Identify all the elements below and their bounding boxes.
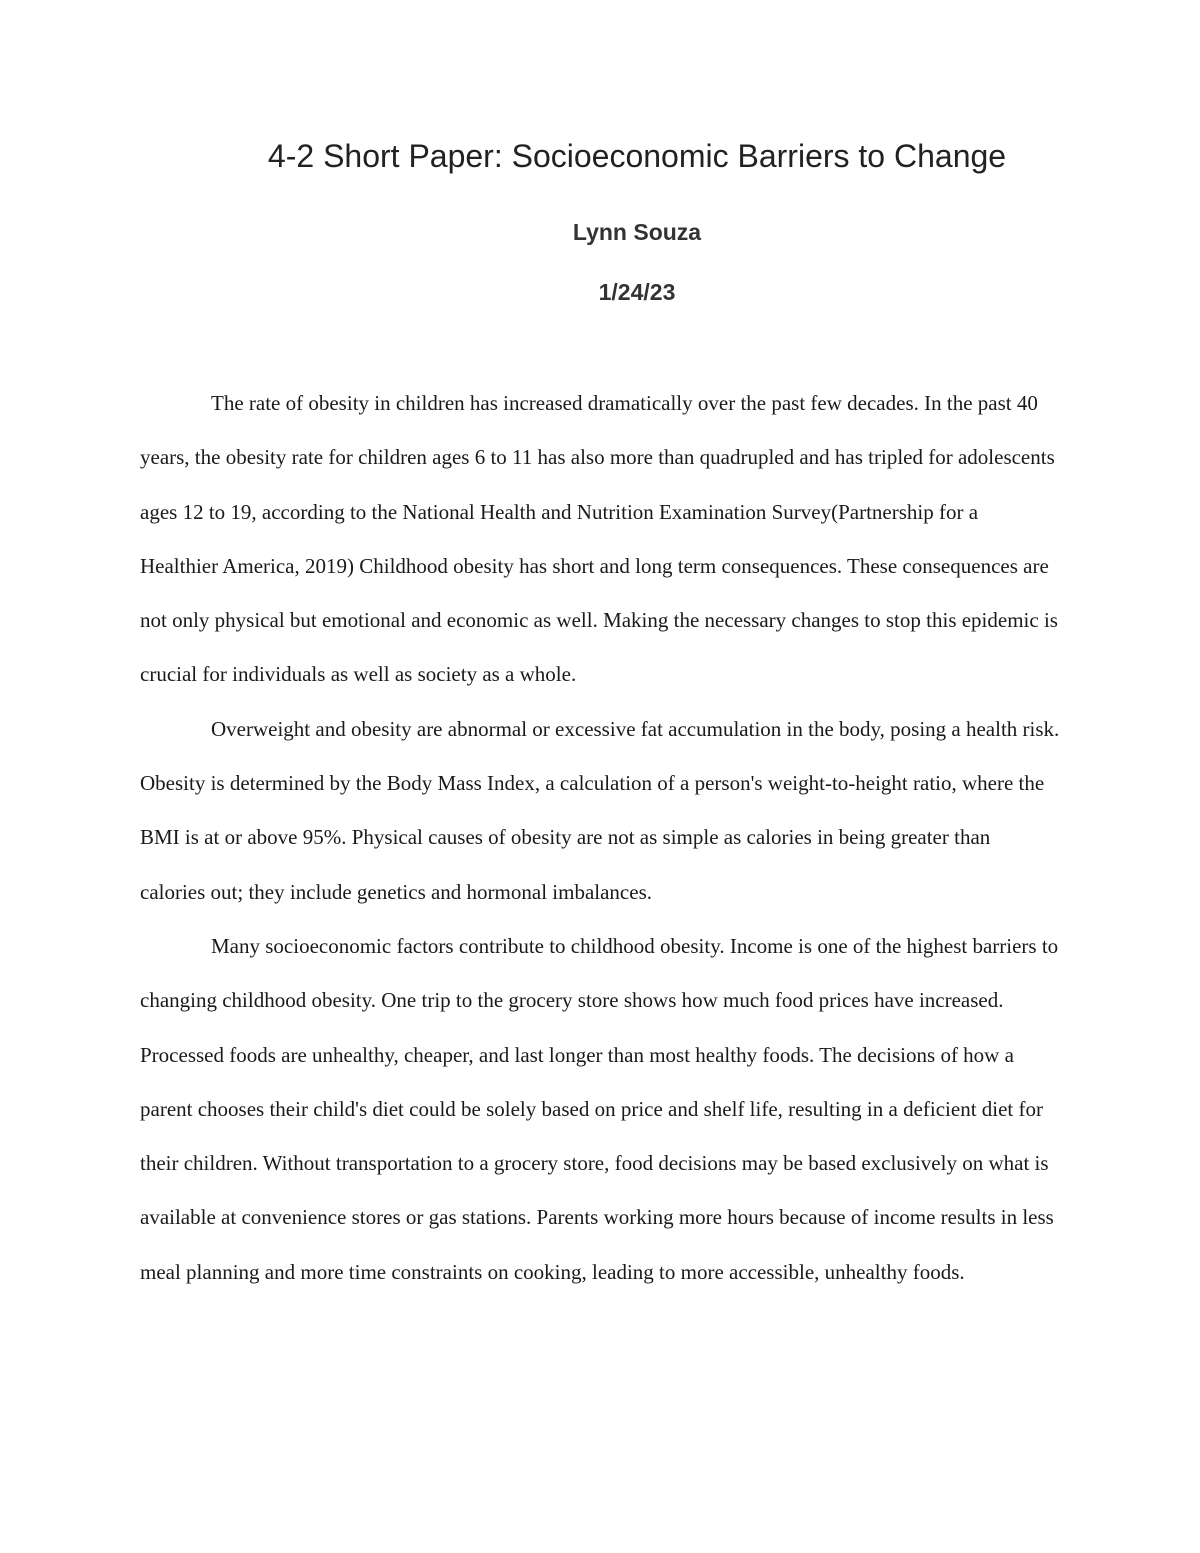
paper-title: 4-2 Short Paper: Socioeconomic Barriers to Change (267, 138, 1007, 174)
paper-date: 1/24/23 (598, 279, 676, 305)
paragraph-1: The rate of obesity in children has increased dramatically over the past few decades. In the past 40 years, the obesity rate for children ages 6 to 11 has also more than quadrupled and has tripled for adolescents ages 12 to 19, according to the National Health and Nutrition Examination Survey(Partnership for a Healthier America, 2019) Childhood obesity has short and long term consequences. These consequences are not only physical but emotional and economic as well. Making the necessary changes to stop this epidemic is crucial for individuals as well as society as a whole. (140, 391, 1058, 687)
paragraph-3: Many socioeconomic factors contribute to childhood obesity. Income is one of the highest barriers to changing childhood obesity. One trip to the grocery store shows how much food prices have increased. Processed foods are unhealthy, cheaper, and last longer than most healthy foods. The decisions of how a parent chooses their child's diet could be solely based on price and shelf life, resulting in a deficient diet for their children. Without transportation to a grocery store, food decisions may be based exclusively on what is available at convenience stores or gas stations. Parents working more hours because of income results in less meal planning and more time constraints on cooking, leading to more accessible, unhealthy foods. (140, 933, 1059, 1284)
paragraph-2: Overweight and obesity are abnormal or excessive fat accumulation in the body, posing a health risk. Obesity is determined by the Body Mass Index, a calculation of a person's weight-to-height ratio, where the BMI is at or above 95%. Physical causes of obesity are not as simple as calories in being greater than calories out; they include genetics and hormonal imbalances. (140, 716, 1060, 904)
paper-body (140, 376, 1060, 1299)
author-name: Lynn Souza (572, 219, 702, 245)
